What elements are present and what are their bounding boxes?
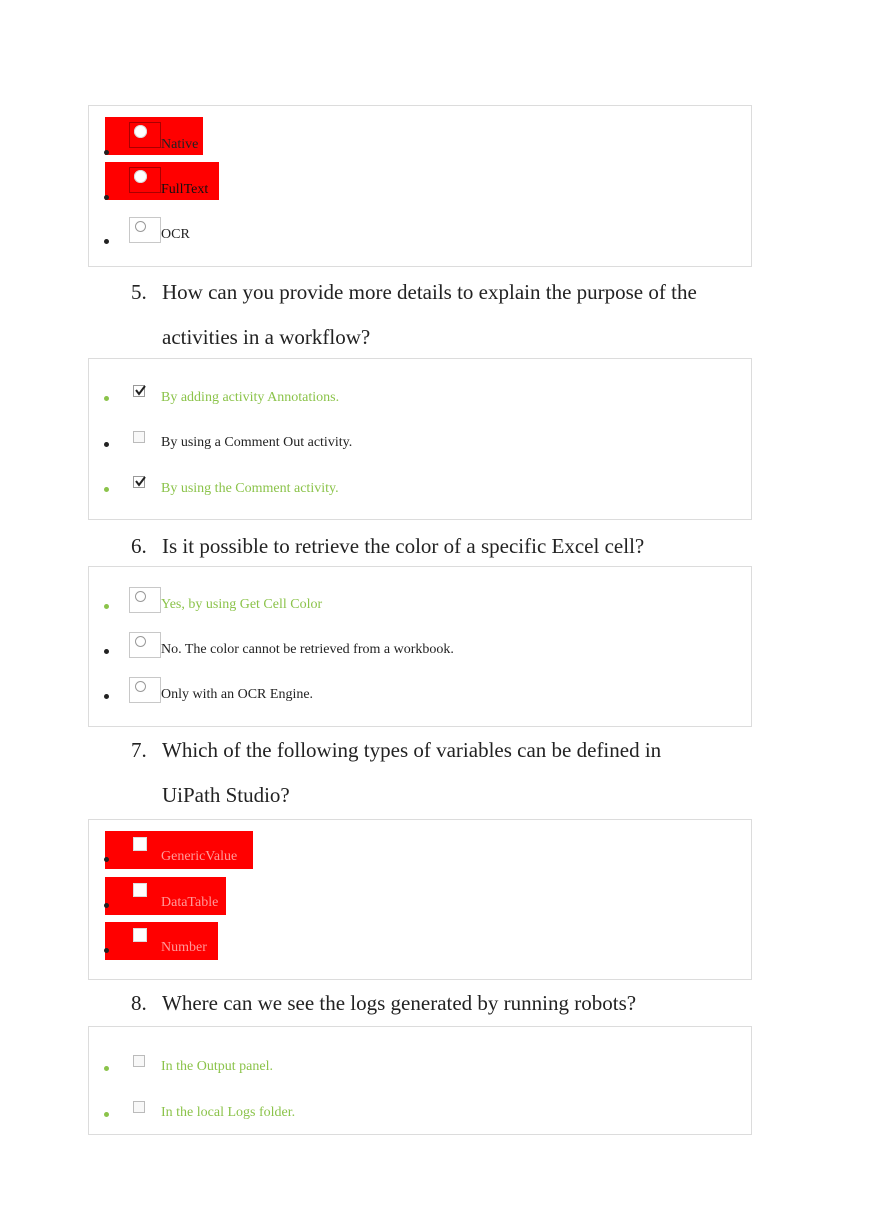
bullet <box>104 604 109 609</box>
checkbox[interactable] <box>133 1101 145 1113</box>
bullet <box>104 239 109 244</box>
q5-options-box <box>88 358 752 520</box>
q4-option-fulltext[interactable] <box>89 162 751 202</box>
radio-container <box>129 122 161 148</box>
q8-options-box <box>88 1026 752 1135</box>
radio-button[interactable] <box>135 221 146 232</box>
q7-option-1[interactable] <box>89 831 751 871</box>
q8-option-2[interactable] <box>89 1097 751 1137</box>
q7-options-box <box>88 819 752 980</box>
checkbox[interactable] <box>133 1055 145 1067</box>
option-label: By adding activity Annotations. <box>161 390 340 405</box>
q4-options-box <box>88 105 752 267</box>
q4-option-native[interactable] <box>89 117 751 157</box>
option-label: Native <box>161 137 199 152</box>
radio-button[interactable] <box>135 591 146 602</box>
checkmark-icon <box>134 385 146 397</box>
q6-option-3[interactable] <box>89 677 751 717</box>
question-text-line-2: activities in a workflow? <box>162 325 371 349</box>
bullet <box>104 195 109 200</box>
checkbox[interactable] <box>133 928 147 942</box>
q5-option-1[interactable] <box>89 381 751 421</box>
option-label: In the Output panel. <box>161 1059 273 1074</box>
option-label: DataTable <box>161 895 219 910</box>
option-label: Yes, by using Get Cell Color <box>161 597 323 612</box>
option-label: GenericValue <box>161 849 238 864</box>
bullet <box>104 1112 109 1117</box>
q8-option-1[interactable] <box>89 1051 751 1091</box>
q7-option-2[interactable] <box>89 877 751 917</box>
q7-option-3[interactable] <box>89 922 751 962</box>
bullet <box>104 948 109 953</box>
option-label: Only with an OCR Engine. <box>161 687 314 702</box>
bullet <box>104 649 109 654</box>
bullet <box>104 1066 109 1071</box>
radio-container <box>129 632 161 658</box>
checkbox[interactable] <box>133 883 147 897</box>
option-label: No. The color cannot be retrieved from a workbook. <box>161 642 454 657</box>
q6-option-1[interactable] <box>89 587 751 627</box>
bullet <box>104 442 109 447</box>
option-label: Number <box>161 940 207 955</box>
question-text-line-1: Is it possible to retrieve the color of a specific Excel cell? <box>162 534 645 558</box>
question-text-line-1: Where can we see the logs generated by running robots? <box>162 991 637 1015</box>
option-label: By using a Comment Out activity. <box>161 435 353 450</box>
bullet <box>104 150 109 155</box>
bullet <box>104 857 109 862</box>
radio-container <box>129 217 161 243</box>
bullet <box>104 694 109 699</box>
option-label: In the local Logs folder. <box>161 1105 296 1120</box>
question-text-line-2: UiPath Studio? <box>162 783 290 807</box>
q6-option-2[interactable] <box>89 632 751 672</box>
checkbox[interactable] <box>133 431 145 443</box>
question-text-line-1: Which of the following types of variables can be defined in <box>162 738 662 762</box>
checkbox[interactable] <box>133 476 145 488</box>
radio-button[interactable] <box>135 636 146 647</box>
radio-button[interactable] <box>134 170 147 183</box>
option-label: OCR <box>161 227 190 242</box>
option-label: By using the Comment activity. <box>161 481 339 496</box>
question-number: 5. <box>131 280 147 304</box>
radio-container <box>129 677 161 703</box>
q5-option-3[interactable] <box>89 472 751 512</box>
question-text-line-1: How can you provide more details to explain the purpose of the <box>162 280 697 304</box>
checkmark-icon <box>134 476 146 488</box>
q6-options-box <box>88 566 752 727</box>
radio-container <box>129 167 161 193</box>
question-number: 7. <box>131 738 147 762</box>
checkbox[interactable] <box>133 385 145 397</box>
radio-button[interactable] <box>134 125 147 138</box>
question-number: 8. <box>131 991 147 1015</box>
bullet <box>104 903 109 908</box>
radio-container <box>129 587 161 613</box>
checkbox[interactable] <box>133 837 147 851</box>
question-number: 6. <box>131 534 147 558</box>
q5-option-2[interactable] <box>89 427 751 467</box>
radio-button[interactable] <box>135 681 146 692</box>
option-label: FullText <box>161 182 209 197</box>
q4-option-ocr[interactable] <box>89 217 751 257</box>
bullet <box>104 487 109 492</box>
bullet <box>104 396 109 401</box>
